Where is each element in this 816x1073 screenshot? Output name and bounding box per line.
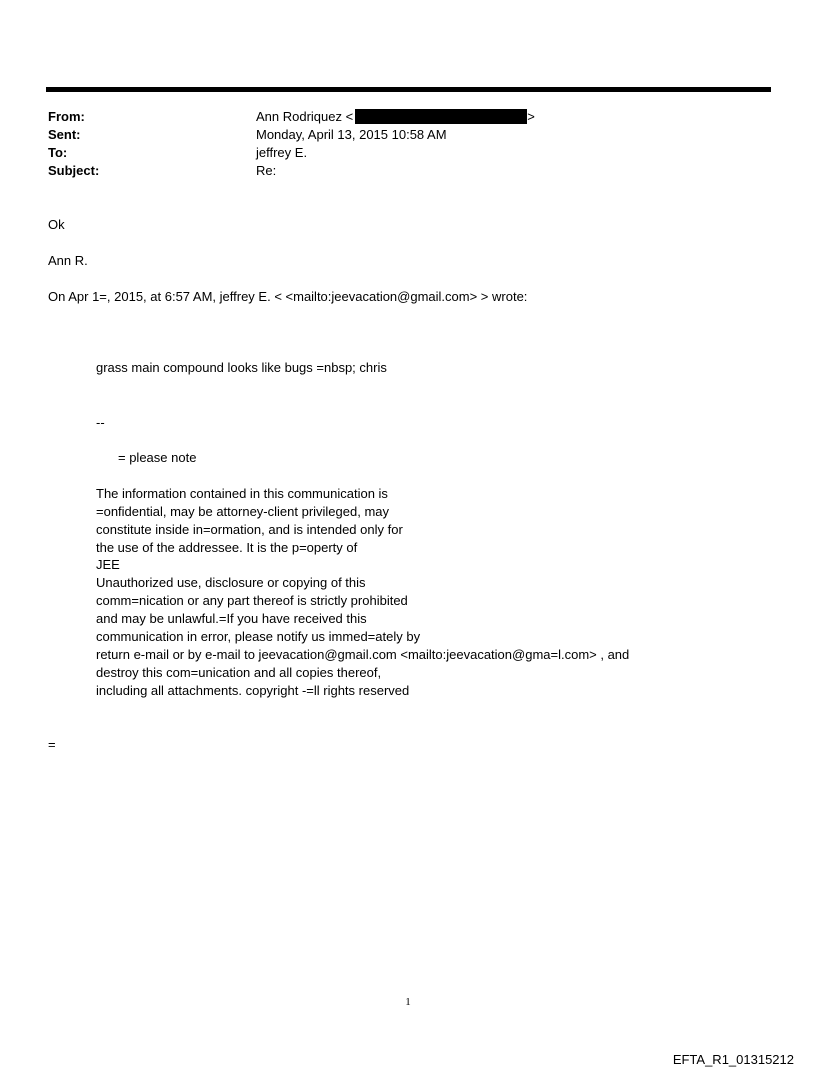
disclaimer-line: comm=nication or any part thereof is strictly prohibited: [96, 593, 408, 608]
disclaimer-line: destroy this com=unication and all copies thereof,: [96, 665, 382, 680]
disclaimer-line: =onfidential, may be attorney-client privileged, may: [96, 504, 390, 519]
to-label: To:: [48, 145, 68, 160]
bates-number: EFTA_R1_01315212: [672, 1052, 794, 1067]
to-value: jeffrey E.: [256, 145, 308, 160]
sent-label: Sent:: [48, 127, 81, 142]
quoted-message: grass main compound looks like bugs =nbsp; chris: [96, 360, 387, 375]
from-suffix: >: [527, 109, 535, 124]
from-name: Ann Rodriquez <: [256, 109, 354, 124]
disclaimer-line: Unauthorized use, disclosure or copying of this: [96, 575, 366, 590]
reply-text: Ok: [48, 217, 65, 232]
from-label: From:: [48, 109, 85, 124]
from-value: [256, 108, 535, 126]
separator: --: [96, 415, 105, 430]
disclaimer-line: JEE: [96, 557, 120, 572]
please-note: = please note: [118, 450, 197, 465]
sent-value: Monday, April 13, 2015 10:58 AM: [256, 127, 447, 142]
trailing-equals: =: [48, 737, 56, 752]
subject-value: Re:: [256, 163, 277, 178]
disclaimer-line: including all attachments. copyright -=ll rights reserved: [96, 683, 410, 698]
redaction-block: [355, 109, 527, 124]
disclaimer-line: communication in error, please notify us immed=ately by: [96, 629, 421, 644]
subject-label: Subject:: [48, 163, 100, 178]
disclaimer-line: The information contained in this communication is: [96, 486, 388, 501]
disclaimer-line: and may be unlawful.=If you have received this: [96, 611, 367, 626]
signature: Ann R.: [48, 253, 88, 268]
disclaimer-line: the use of the addressee. It is the p=operty of: [96, 540, 358, 555]
page-number: 1: [405, 996, 411, 1008]
disclaimer-line: constitute inside in=ormation, and is intended only for: [96, 522, 403, 537]
disclaimer-line: return e-mail or by e-mail to jeevacation@gmail.com <mailto:jeevacation@gma=l.com> , and: [96, 647, 630, 662]
quote-intro: On Apr 1=, 2015, at 6:57 AM, jeffrey E. < <mailto:jeevacation@gmail.com> > wrote:: [48, 289, 528, 304]
header-rule: [46, 87, 771, 92]
